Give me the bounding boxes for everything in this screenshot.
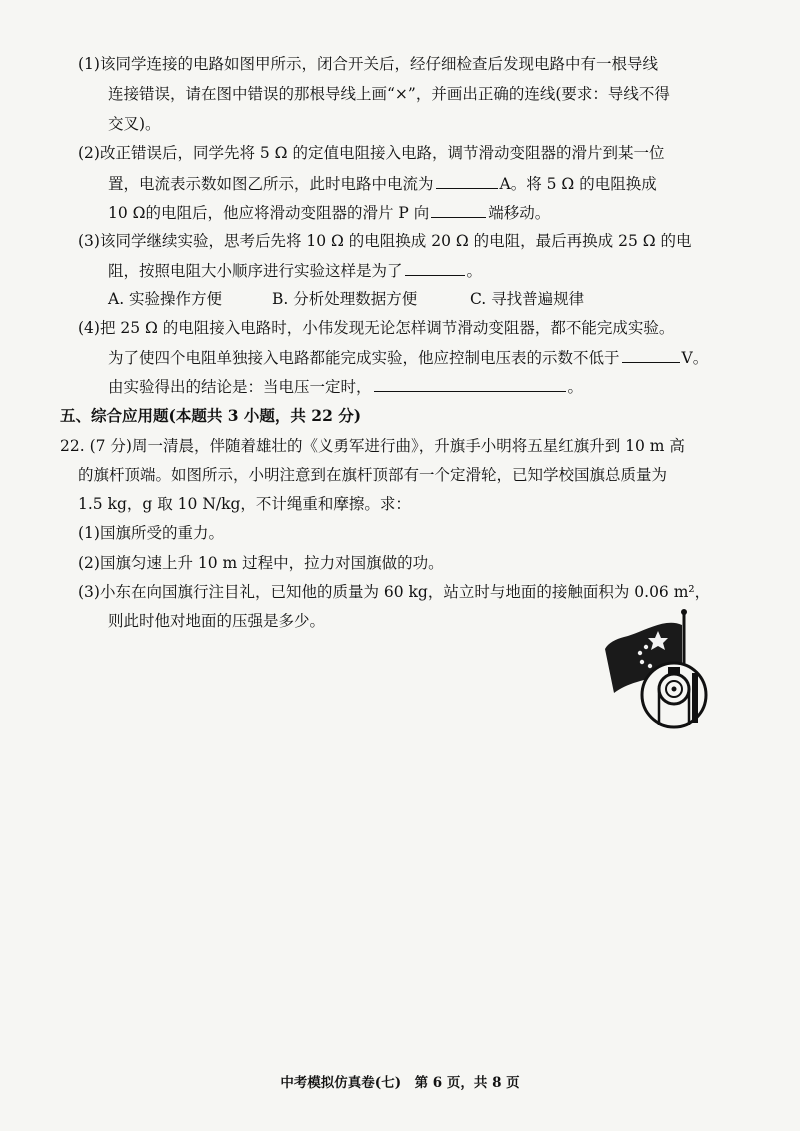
conclusion-blank[interactable] — [374, 376, 566, 392]
q22-line1: 22. (7 分)周一清晨，伴随着雄壮的《义勇军进行曲》，升旗手小明将五星红旗升到 10 m 高 — [60, 437, 685, 455]
q21-part3-line2 — [108, 260, 482, 281]
purpose-answer-blank[interactable] — [405, 260, 465, 276]
q21-part1-line1: (1)该同学连接的电路如图甲所示，闭合开关后，经仔细检查后发现电路中有一根导线 — [78, 55, 658, 73]
q21-part2-line2-text-b: A。将 5 Ω 的电阻换成 — [499, 175, 657, 193]
q21-part1-line3: 交叉)。 — [108, 115, 161, 133]
option-a[interactable]: A. 实验操作方便 — [108, 290, 223, 308]
q21-part1-line2: 连接错误，请在图中错误的那根导线上画“×”，并画出正确的连线(要求：导线不得 — [108, 85, 670, 103]
option-b[interactable]: B. 分析处理数据方便 — [272, 290, 418, 308]
q21-part4-line3-text-a: 由实验得出的结论是：当电压一定时， — [108, 378, 372, 396]
page-footer: 中考模拟仿真卷(七) 第 6 页，共 8 页 — [280, 1075, 520, 1091]
q21-part3-line2-text-a: 阻，按照电阻大小顺序进行实验这样是为了 — [108, 262, 403, 280]
q21-part2-line3-text-a: 10 Ω的电阻后，他应将滑动变阻器的滑片 P 向 — [108, 204, 430, 222]
current-answer-blank[interactable] — [436, 173, 498, 189]
flag-pulley-figure — [602, 607, 724, 733]
option-c[interactable]: C. 寻找普遍规律 — [470, 290, 585, 308]
slider-direction-blank[interactable] — [431, 202, 486, 218]
q21-part2-line2 — [108, 173, 657, 194]
q21-part4-line1: (4)把 25 Ω 的电阻接入电路时，小伟发现无论怎样调节滑动变阻器，都不能完成实验。 — [78, 319, 675, 337]
flag-pulley-illustration — [602, 607, 724, 729]
q21-part2-line3 — [108, 202, 550, 223]
q21-part4-line2-text-b: V。 — [681, 349, 709, 367]
q21-part3-line2-text-b: 。 — [466, 262, 483, 280]
min-voltage-blank[interactable] — [622, 347, 680, 363]
q22-sub2: (2)国旗匀速上升 10 m 过程中，拉力对国旗做的功。 — [78, 554, 444, 572]
q22-sub3-line2: 则此时他对地面的压强是多少。 — [108, 612, 326, 630]
q21-part4-line3-text-b: 。 — [567, 378, 584, 396]
q21-part2-line3-text-b: 端移动。 — [488, 204, 551, 222]
q22-sub1: (1)国旗所受的重力。 — [78, 524, 224, 542]
q22-line3: 1.5 kg，g 取 10 N/kg，不计绳重和摩擦。求： — [78, 495, 411, 513]
q21-part3-options — [108, 289, 584, 309]
q21-part2-line1: (2)改正错误后，同学先将 5 Ω 的定值电阻接入电路，调节滑动变阻器的滑片到某一位 — [78, 144, 665, 162]
q21-part4-line2-text-a: 为了使四个电阻单独接入电路都能完成实验，他应控制电压表的示数不低于 — [108, 349, 620, 367]
q21-part4-line3 — [108, 376, 583, 397]
q21-part2-line2-text-a: 置，电流表示数如图乙所示，此时电路中电流为 — [108, 175, 434, 193]
q22-sub3-line1: (3)小东在向国旗行注目礼，已知他的质量为 60 kg，站立时与地面的接触面积为 0.06 m²， — [78, 583, 711, 601]
section-5-heading: 五、综合应用题(本题共 3 小题，共 22 分) — [60, 406, 362, 425]
q21-part4-line2 — [108, 347, 708, 368]
q21-part3-line1: (3)该同学继续实验，思考后先将 10 Ω 的电阻换成 20 Ω 的电阻，最后再换成 25 Ω 的电 — [78, 232, 692, 250]
q22-line2: 的旗杆顶端。如图所示，小明注意到在旗杆顶部有一个定滑轮，已知学校国旗总质量为 — [78, 466, 668, 484]
